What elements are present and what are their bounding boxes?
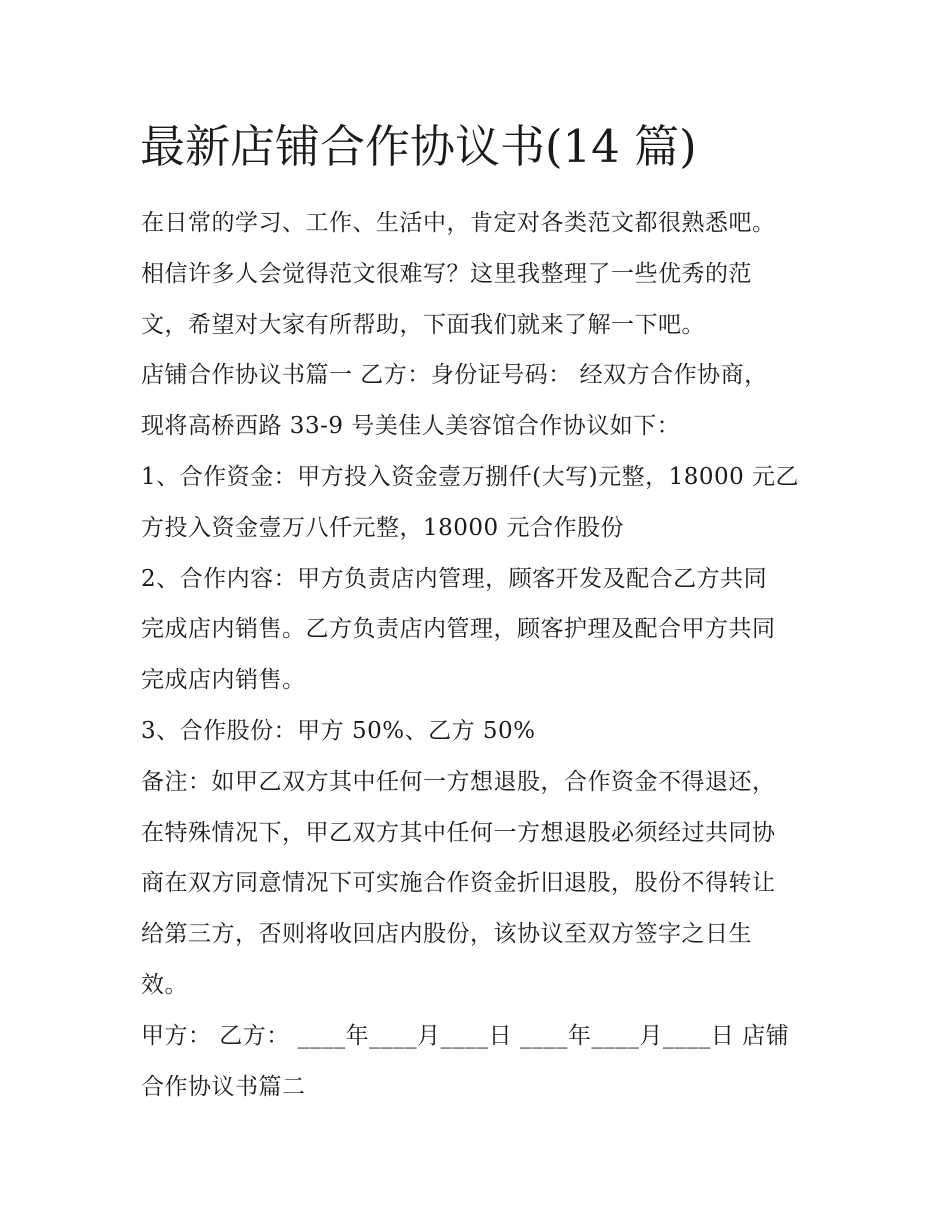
body-line: 合作协议书篇二 [141, 1073, 306, 1100]
body-line: 完成店内销售。 [141, 667, 306, 694]
body-line: 甲方： 乙方： ____年____月____日 ____年____月____日 店铺 [141, 1022, 790, 1049]
body-line: 效。 [141, 971, 188, 998]
body-line: 商在双方同意情况下可实施合作资金折旧退股，股份不得转让 [141, 870, 776, 897]
body-line: 店铺合作协议书篇一 乙方：身份证号码： 经双方合作协商， [141, 362, 768, 389]
body-line: 在特殊情况下，甲乙双方其中任何一方想退股必须经过共同协 [141, 819, 776, 846]
body-line: 完成店内销售。乙方负责店内管理，顾客护理及配合甲方共同 [141, 616, 776, 643]
body-line: 3、合作股份：甲方 50%、乙方 50% [141, 717, 536, 744]
body-line: 备注：如甲乙双方其中任何一方想退股，合作资金不得退还， [141, 768, 776, 795]
body-line: 给第三方，否则将收回店内股份，该协议至双方签字之日生 [141, 921, 752, 948]
body-line: 方投入资金壹万八仟元整，18000 元合作股份 [141, 514, 624, 541]
body-line: 2、合作内容：甲方负责店内管理，顾客开发及配合乙方共同 [141, 565, 768, 592]
body-line: 1、合作资金：甲方投入资金壹万捌仟(大写)元整，18000 元乙 [141, 463, 800, 490]
body-line: 在日常的学习、工作、生活中，肯定对各类范文都很熟悉吧。 [141, 210, 776, 236]
document-body [141, 198, 821, 1112]
document-title: 最新店铺合作协议书(14 篇) [140, 120, 697, 173]
body-line: 文，希望对大家有所帮助，下面我们就来了解一下吧。 [141, 311, 705, 338]
body-line: 相信许多人会觉得范文很难写？这里我整理了一些优秀的范 [141, 260, 752, 287]
body-line: 现将高桥西路 33-9 号美佳人美容馆合作协议如下： [141, 413, 681, 440]
